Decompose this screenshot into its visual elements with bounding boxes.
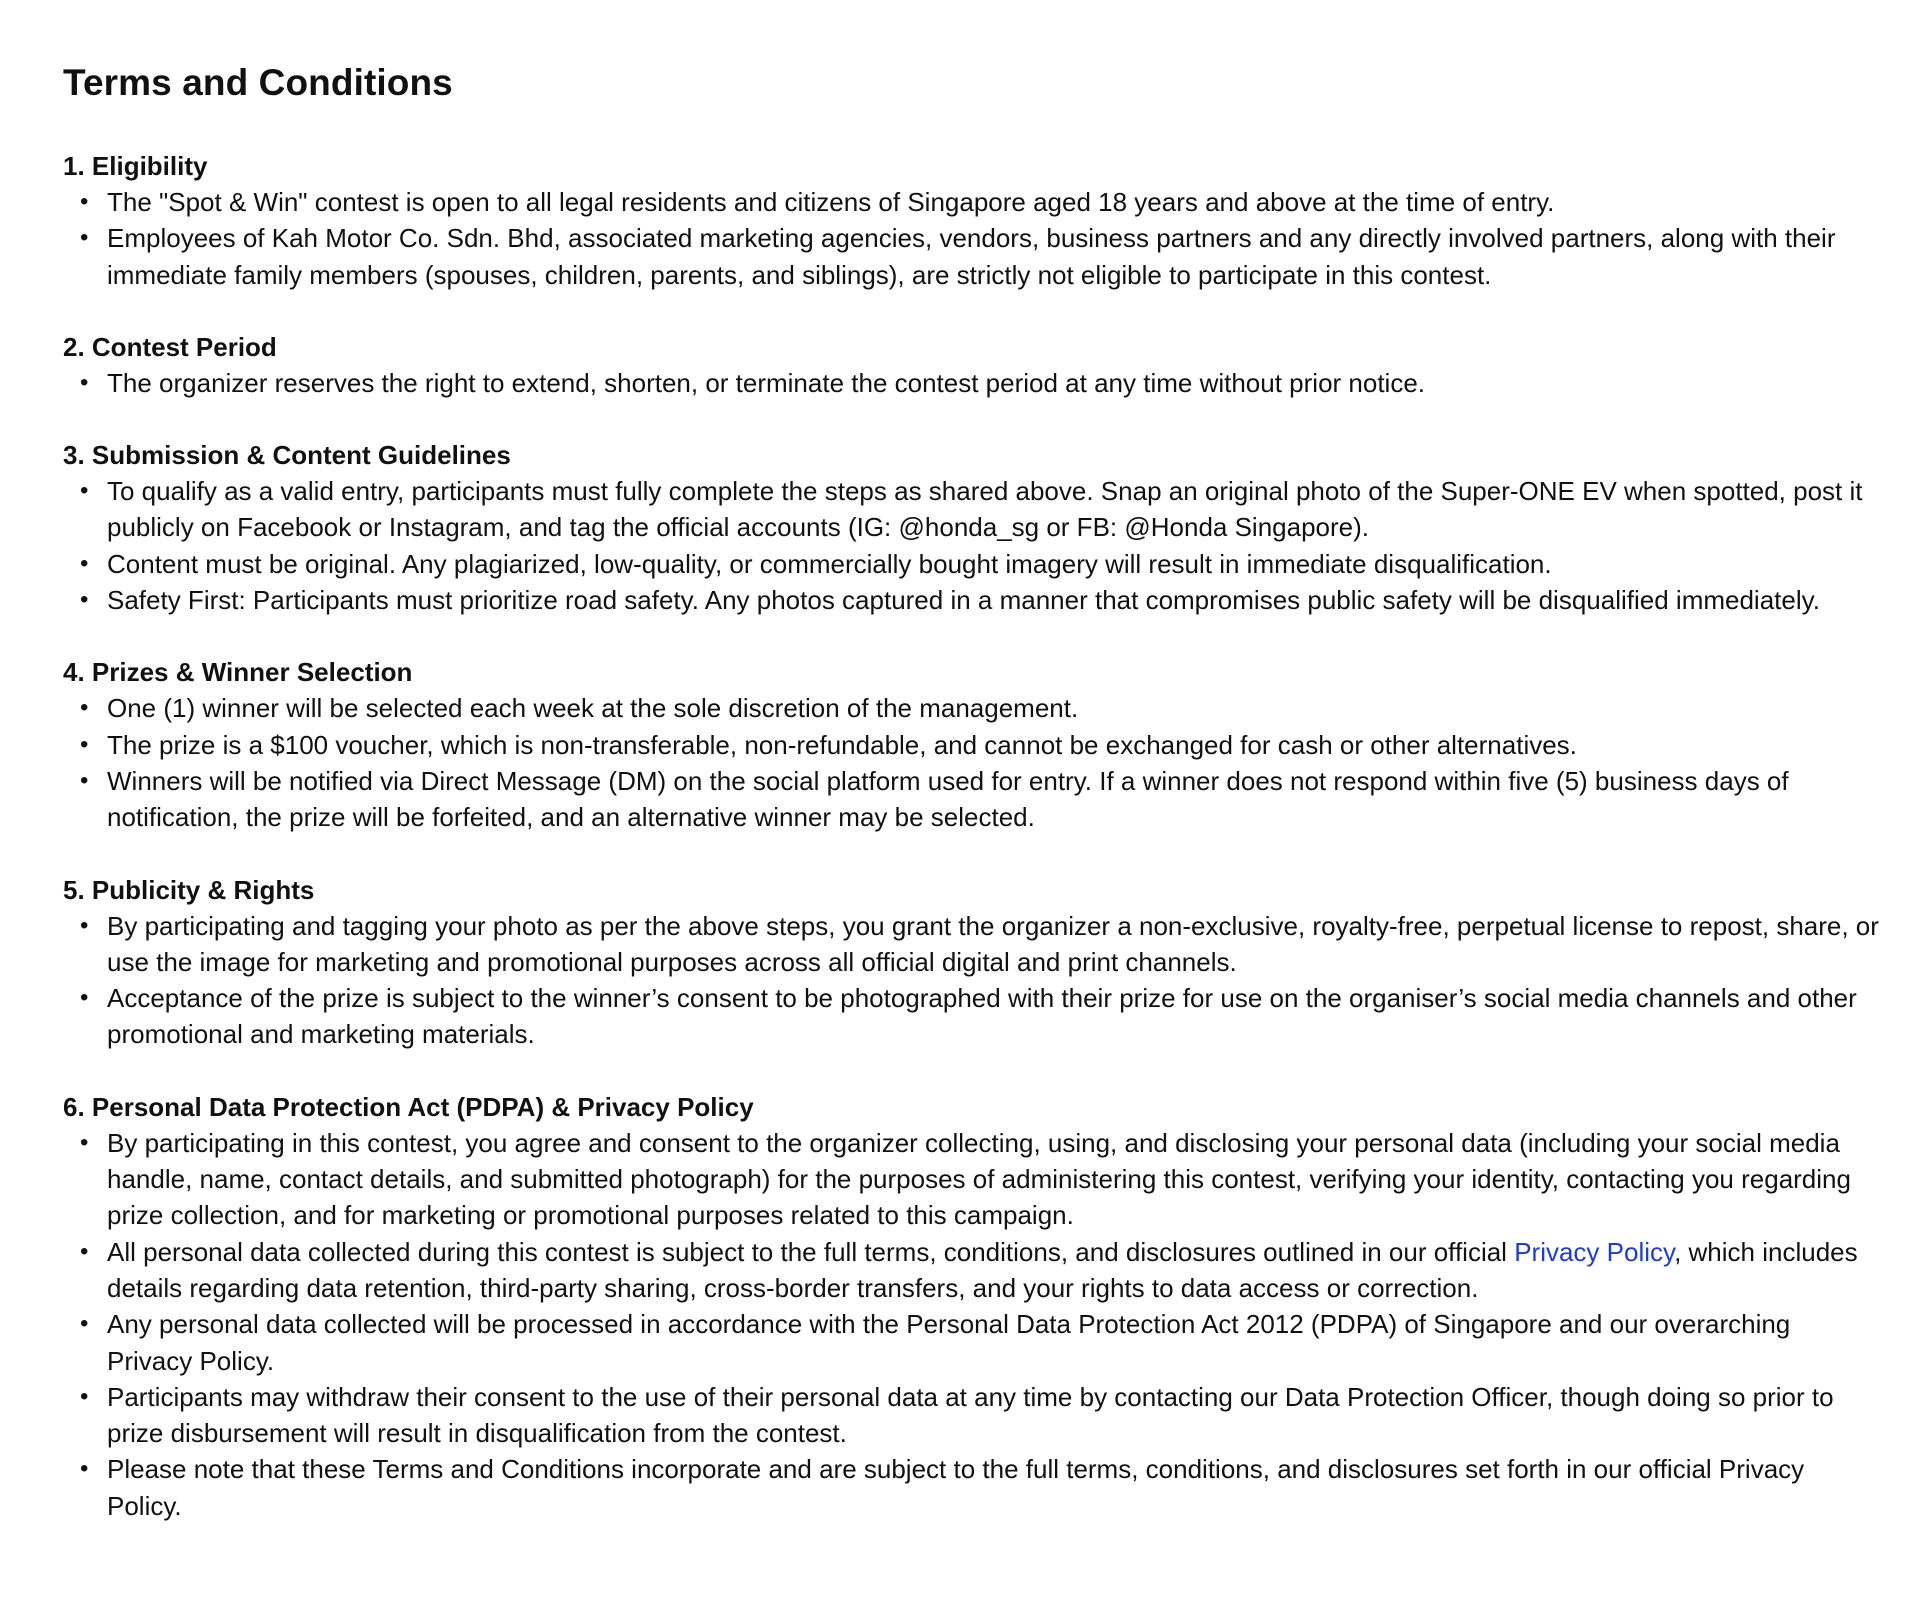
list-item [80, 184, 1880, 220]
section-list [63, 690, 1880, 835]
list-item [80, 980, 1880, 1053]
section-list [63, 1125, 1880, 1524]
bullet-icon: • [80, 694, 89, 722]
list-item [80, 473, 1880, 546]
section-eligibility [63, 148, 1880, 293]
section-publicity [63, 872, 1880, 1053]
list-item [80, 220, 1880, 293]
section-heading: 3. Submission & Content Guidelines [63, 440, 511, 471]
list-item [80, 690, 1880, 726]
list-item [80, 908, 1880, 981]
section-heading: 5. Publicity & Rights [63, 874, 315, 905]
bullet-icon: • [80, 766, 89, 794]
list-item-text: The "Spot & Win" contest is open to all legal residents and citizens of Singapore aged 18 years and above at the time of entry. [107, 187, 1555, 217]
bullet-icon: • [80, 1128, 89, 1156]
section-pdpa-privacy [63, 1089, 1880, 1524]
list-item-text: Acceptance of the prize is subject to the winner’s consent to be photographed with their prize for use on the organiser’s social media channels and other promotional and marketing materials. [107, 983, 1857, 1050]
list-item-text: Content must be original. Any plagiarized, low-quality, or commercially bought imagery will result in immediate disqualification. [107, 548, 1552, 579]
section-list [63, 908, 1880, 1053]
bullet-icon: • [80, 1310, 89, 1338]
list-item-text: Please note that these Terms and Conditions incorporate and are subject to the full terms, conditions, and disclosures set forth in our official Privacy Policy. [107, 1454, 1805, 1521]
section-heading: 2. Contest Period [63, 331, 277, 362]
section-heading: 1. Eligibility [63, 151, 208, 181]
list-item-text: Winners will be notified via Direct Message (DM) on the social platform used for entry. If a winner does not respond within five (5) business days of notification, the prize will be forfeited, and an alternative winner may be selected. [107, 765, 1789, 833]
section-heading: 4. Prizes & Winner Selection [63, 657, 413, 688]
bullet-icon: • [80, 224, 89, 252]
privacy-policy-link[interactable]: Privacy Policy [1514, 1236, 1675, 1267]
list-item [80, 365, 1880, 401]
bullet-icon: • [80, 1237, 89, 1265]
list-item-text: By participating and tagging your photo as per the above steps, you grant the organizer a non-exclusive, royalty-free, perpetual license to repost, share, or use the image for marketing and promotional purposes across all official digital and print channels. [107, 910, 1879, 977]
section-list [63, 184, 1880, 293]
list-item-text: Safety First: Participants must prioritize road safety. Any photos captured in a manner that compromises public safety will be disqualified immediately. [107, 585, 1820, 616]
section-heading: 6. Personal Data Protection Act (PDPA) & Privacy Policy [63, 1091, 754, 1122]
list-item-text: The prize is a $100 voucher, which is non-transferable, non-refundable, and cannot be exchanged for cash or other alternatives. [107, 729, 1577, 760]
list-item-text: To qualify as a valid entry, participants must fully complete the steps as shared above. Snap an original photo of the Super-ONE EV when spotted, post it publicly on Facebook or Instagram, and tag the official accounts (IG: @honda_sg or FB: @Honda Singapore). [107, 476, 1863, 543]
list-item [80, 1379, 1880, 1452]
list-item-text: Employees of Kah Motor Co. Sdn. Bhd, associated marketing agencies, vendors, business partners and any directly involved partners, along with their immediate family members (spouses, children, parents, and siblings), are strictly not eligible to participate in this contest. [107, 223, 1836, 290]
bullet-icon: • [80, 368, 89, 396]
bullet-icon: • [80, 911, 89, 939]
list-item [80, 1451, 1880, 1524]
bullet-icon: • [80, 1455, 89, 1483]
page-title: Terms and Conditions [63, 62, 453, 103]
list-item-text: One (1) winner will be selected each week at the sole discretion of the management. [107, 693, 1079, 724]
list-item [80, 763, 1880, 836]
bullet-icon: • [80, 188, 89, 215]
list-item [80, 727, 1880, 763]
bullet-icon: • [80, 984, 89, 1012]
bullet-icon: • [80, 477, 89, 505]
list-item-text: The organizer reserves the right to extend, shorten, or terminate the contest period at any time without prior notice. [107, 367, 1426, 398]
list-item-text-before: All personal data collected during this contest is subject to the full terms, conditions, and disclosures outlined in our official [107, 1236, 1515, 1267]
section-prizes [63, 654, 1880, 835]
list-item-privacy [80, 1234, 1880, 1307]
bullet-icon: • [80, 730, 89, 758]
list-item [80, 1306, 1880, 1379]
section-submission-guidelines [63, 437, 1880, 618]
bullet-icon: • [80, 549, 89, 577]
section-list [63, 473, 1880, 618]
bullet-icon: • [80, 586, 89, 614]
section-contest-period [63, 329, 1880, 401]
list-item [80, 546, 1880, 582]
list-item-text: By participating in this contest, you agree and consent to the organizer collecting, using, and disclosing your personal data (including your social media handle, name, contact details, and submitted photograph) for the purposes of administering this contest, verifying your identity, contacting you regarding prize collection, and for marketing or promotional purposes related to this campaign. [107, 1127, 1851, 1231]
list-item-text: Participants may withdraw their consent to the use of their personal data at any time by contacting our Data Protection Officer, though doing so prior to prize disbursement will result in disqualification from the contest. [107, 1381, 1834, 1449]
bullet-icon: • [80, 1382, 89, 1410]
list-item-text: Any personal data collected will be processed in accordance with the Personal Data Protection Act 2012 (PDPA) of Singapore and our overarching Privacy Policy. [107, 1309, 1791, 1376]
list-item-text-after: , which includes details regarding data retention, third-party sharing, cross-border transfers, and your rights to data access or correction. [107, 1236, 1858, 1303]
list-item [80, 1125, 1880, 1234]
list-item [80, 582, 1880, 618]
section-list [63, 365, 1880, 401]
